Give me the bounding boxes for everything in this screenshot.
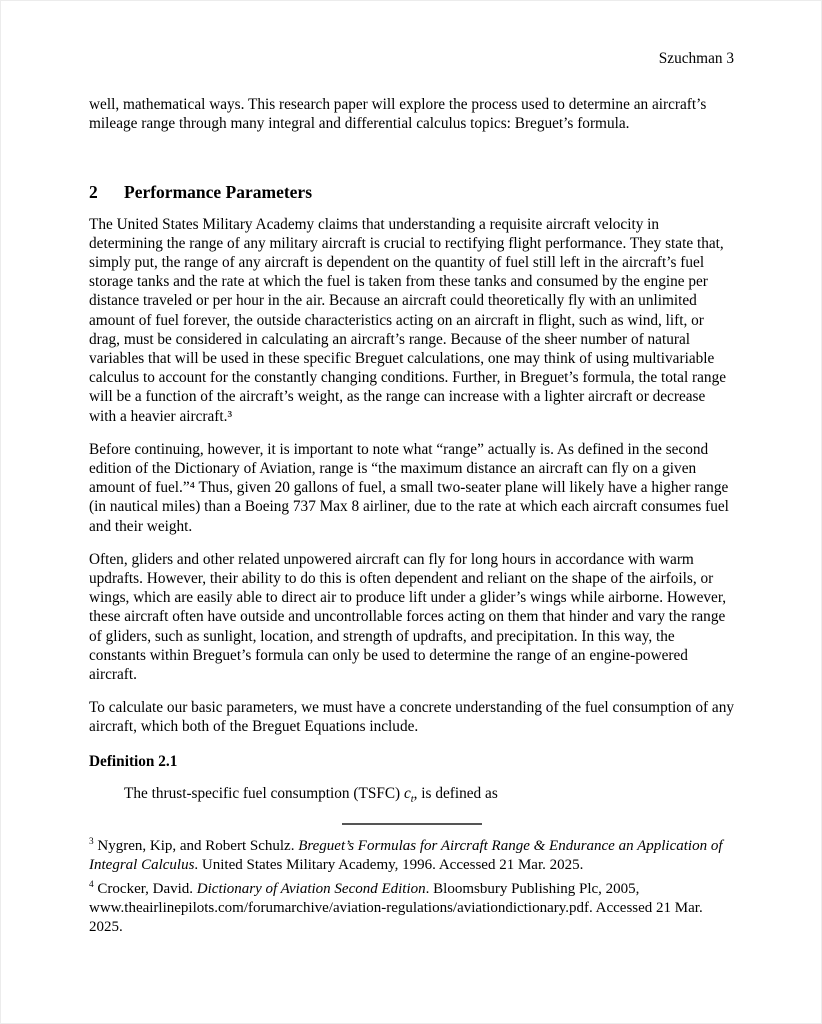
footnotes-section: [89, 833, 734, 937]
body-paragraph: To calculate our basic parameters, we must have a concrete understanding of the fuel consumption of any aircraft, which both of the Breguet Equations include.: [89, 699, 734, 736]
body-paragraph: Before continuing, however, it is important to note what “range” actually is. As defined in the second edition of the Dictionary of Aviation, range is “the maximum distance an aircraft can fly on a given amount of fuel.”⁴ Thus, given 20 gallons of fuel, a small two-seater plane will likely have a higher range (in nautical miles) than a Boeing 737 Max 8 airliner, due to the rate at which each aircraft consumes fuel and their weight.: [89, 440, 729, 535]
footnote-separator-rule: [342, 823, 482, 825]
continuation-paragraph: well, mathematical ways. This research paper will explore the process used to determine an aircraft’s mileage range through many integral and differential calculus topics: Breguet’s formula.: [89, 96, 707, 133]
section-heading: [89, 181, 734, 204]
body-paragraph: Often, gliders and other related unpowered aircraft can fly for long hours in accordance with warm updrafts. However, their ability to do this is often dependent and reliant on the shape of the airfoils, or wings, which are easily able to direct air to produce lift under a glider’s wings while airborne. However, these aircraft often have outside and uncontrollable forces acting on them that hinder and vary the range of gliders, such as sunlight, location, and strength of updrafts, and precipitation. In this way, the constants within Breguet’s formula can only be used to determine the range of an engine-powered aircraft.: [89, 550, 727, 684]
definition-label: Definition 2.1: [89, 752, 178, 770]
body-paragraph: The United States Military Academy claims that understanding a requisite aircraft velocity in determining the range of any military aircraft is crucial to rectifying flight performance. They state that, simply put, the range of any aircraft is dependent on the quantity of fuel still left in the aircraft’s fuel storage tanks and the rate at which the fuel is taken from these tanks and consumed by the engine per distance traveled or per hour in the air. Because an aircraft could theoretically fly with an unlimited amount of fuel forever, the outside characteristics acting on an aircraft in flight, such as wind, lift, or drag, must be considered in calculating an aircraft’s range. Because of the sheer number of natural variables that will be used in these specific Breguet calculations, one may think of using multivariable calculus to account for the constantly changing conditions. Further, in Breguet’s formula, the total range will be a function of the aircraft’s weight, as the range can increase with a lighter aircraft or decrease with a heavier aircraft.³: [89, 215, 727, 425]
running-header-page-number: Szuchman 3: [658, 50, 734, 67]
section-number: 2: [89, 181, 98, 202]
page-content: [89, 49, 734, 937]
definition-body: The thrust-specific fuel consumption (TSFC) $c_t$, is defined as: [124, 784, 498, 805]
section-title: Performance Parameters: [124, 181, 313, 202]
footnote: $^4$ Crocker, David. Dictionary of Aviation Second Edition. Bloomsbury Publishing Plc, 2005, www.theairlinepilots.com/forumarchive/aviation-regulations/aviationdictionary.pdf. Accessed 21 Mar. 2025.: [89, 879, 703, 935]
footnote: $^3$ Nygren, Kip, and Robert Schulz. Breguet’s Formulas for Aircraft Range & Endurance an Application of Integral Calculus. United States Military Academy, 1996. Accessed 21 Mar. 2025.: [89, 837, 723, 874]
